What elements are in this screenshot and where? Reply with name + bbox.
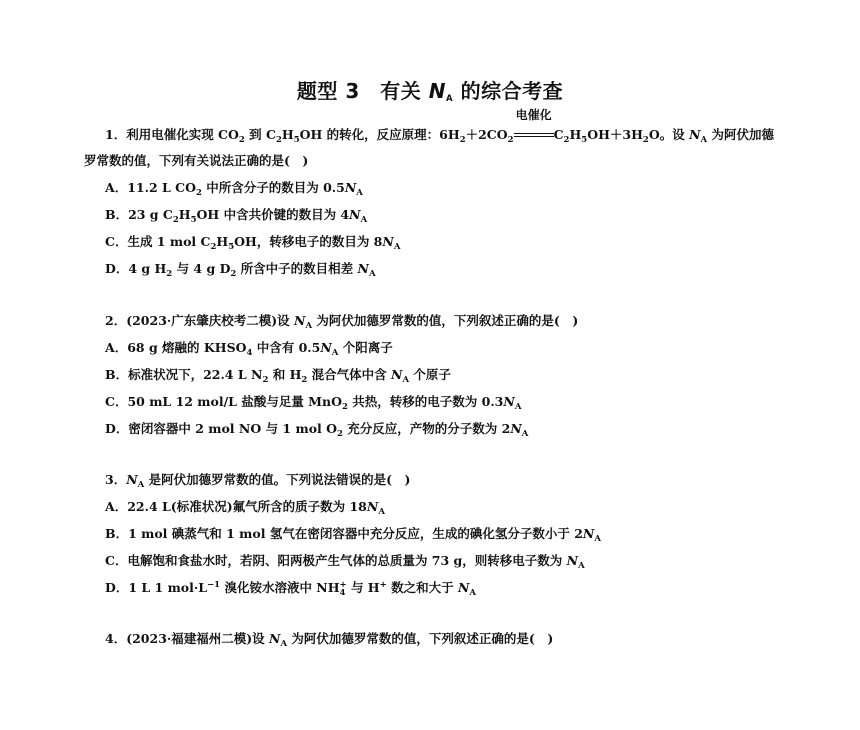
question-3-option-b[interactable]: B．1 mol 碘蒸气和 1 mol 氢气在密闭容器中充分反应，生成的碘化氢分子数小于 $2N_A$ [105,526,601,544]
question-2-option-a[interactable]: A．68 g 熔融的 $KHSO_4$ 中含有 $0.5N_A$ 个阳离子 [105,340,393,358]
question-2-option-d[interactable]: D．密闭容器中 2 mol NO 与 1 mol $O_2$ 充分反应，产物的分子数为 $2N_A$ [105,421,529,439]
question-1-option-a[interactable]: A．11.2 L $CO_2$ 中所含分子的数目为 $0.5N_A$ [105,180,363,198]
question-3-stem: 3．$N_A$ 是阿伏加德罗常数的值。下列说法错误的是( ) [105,472,411,490]
question-4-stem: 4．(2023·福建福州二模)设 $N_A$ 为阿伏加德罗常数的值，下列叙述正确的是( ) [105,631,554,649]
question-1-option-b[interactable]: B．23 g $C_2H_5OH$ 中含共价键的数目为 $4N_A$ [105,207,368,225]
question-1-stem: 1．利用电催化实现 $CO_2$ 到 $C_2H_5OH$ 的转化，反应原理：$6H_2+2CO_2$ 电催化 $C_2H_5OH+3H_2O$。设 $N_A$ 为阿伏加德 [105,108,774,145]
reaction-arrow [514,108,554,141]
question-2-stem: 2．(2023·广东肇庆校考二模)设 $N_A$ 为阿伏加德罗常数的值，下列叙述正确的是( ) [105,313,579,331]
question-3-option-a[interactable]: A．22.4 L(标准状况)氟气所含的质子数为 $18N_A$ [105,499,385,517]
question-3-option-c[interactable]: C．电解饱和食盐水时，若阴、阳两极产生气体的总质量为 73 g，则转移电子数为 $N_A$ [105,553,585,571]
question-1-option-c[interactable]: C．生成 1 mol $C_2H_5OH$，转移电子的数目为 $8N_A$ [105,234,401,252]
page-title: 题型 3 有关 $N_A$ 的综合考查 [296,79,564,104]
reaction-condition: 电催化 [515,108,552,122]
question-2-option-b[interactable]: B．标准状况下，22.4 L $N_2$ 和 $H_2$ 混合气体中含 $N_A$ 个原子 [105,367,451,385]
question-1-option-d[interactable]: D．4 g $H_2$ 与 4 g $D_2$ 所含中子的数目相差 $N_A$ [105,261,376,279]
question-1-stem-continued: 罗常数的值，下列有关说法正确的是( ) [84,153,309,168]
question-2-option-c[interactable]: C．50 mL 12 mol/L 盐酸与足量 MnO$_2$ 共热，转移的电子数为 $0.3N_A$ [105,394,522,412]
question-3-option-d[interactable]: D．1 L 1 $mol\cdot L^{-1}$ 溴化铵水溶液中 $NH_4^+$ 与 H+ 数之和大于 $N_A$ [105,580,476,598]
